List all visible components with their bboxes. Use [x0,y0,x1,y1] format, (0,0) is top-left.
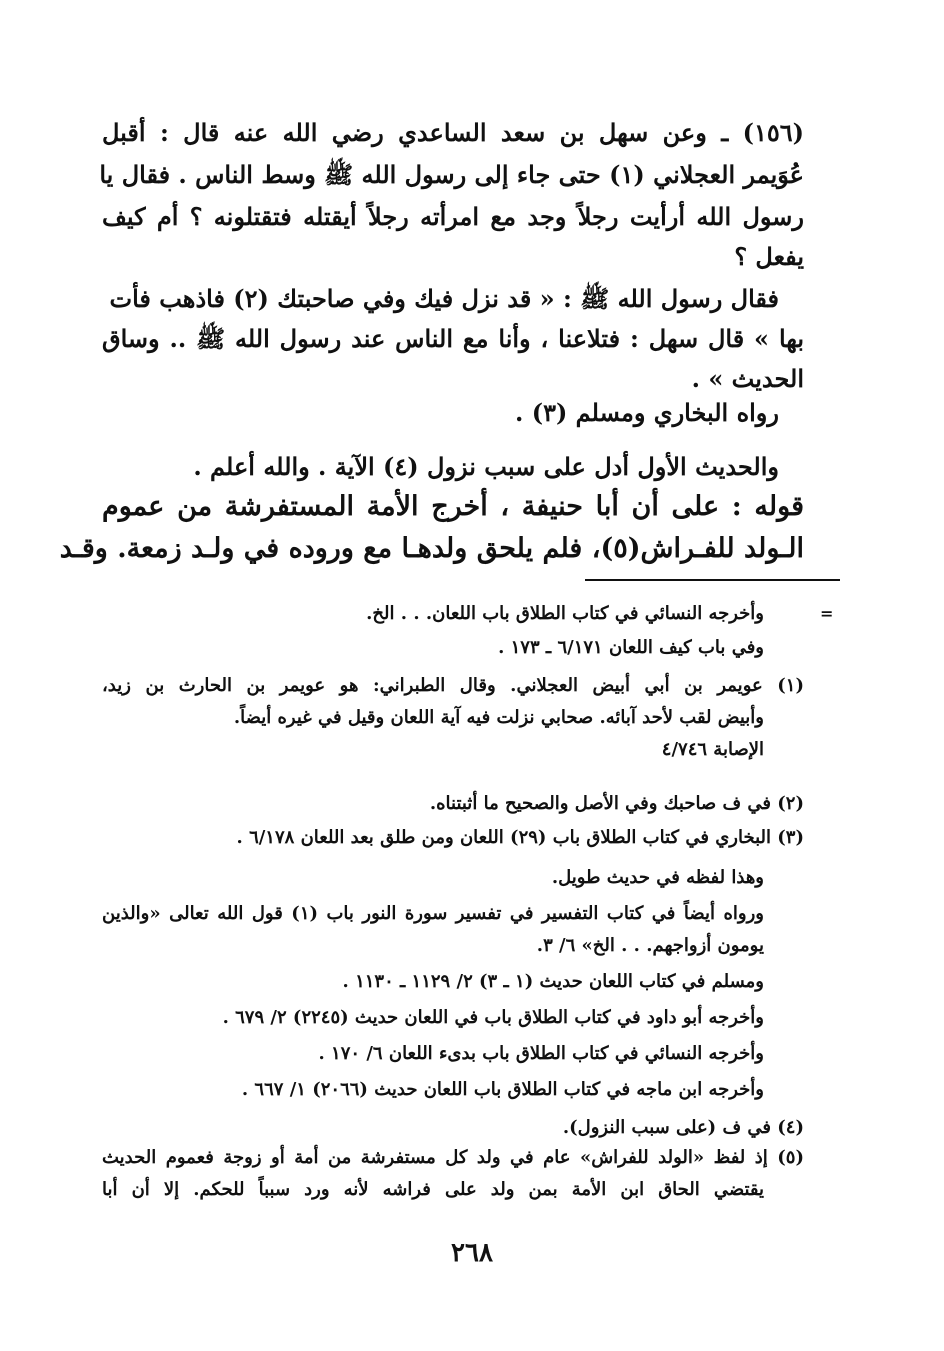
footnote-divider [585,579,840,581]
page-number: ٢٦٨ [451,1238,493,1268]
main-text-line: رسول الله أرأيت رجلاً وجد مع امرأته رجلاً أيقتله فتقتلونه ؟ أم كيف [102,202,804,231]
footnote-line: وأخرجه أبو داود في كتاب الطلاق باب في اللعان حديث (٢٢٤٥) ٢/ ٦٧٩ . [222,1007,764,1028]
narration-line: رواه البخاري ومسلم (٣) . [515,398,779,427]
footnote-line: وأخرجه النسائي في كتاب الطلاق باب اللعان. . . الخ. [366,603,764,624]
main-text-line: الحديث » . [691,364,804,393]
main-text-line: بها » قال سهل : فتلاعنا ، وأنا مع الناس عند رسول الله ﷺ .. وساق [102,324,804,353]
footnote-line: وأخرجه ابن ماجه في كتاب الطلاق باب اللعان حديث (٢٠٦٦) ١/ ٦٦٧ . [241,1079,764,1100]
footnote-line: ومسلم في كتاب اللعان حديث (١ ـ ٣) ٢/ ١١٢٩ ـ ١١٣٠ . [342,971,764,992]
footnote-line: وأخرجه النسائي في كتاب الطلاق باب بدىء اللعان ٦/ ١٧٠ . [318,1043,764,1064]
footnote-line: (٣) البخاري في كتاب الطلاق باب (٢٩) اللعان ومن طلق بعد اللعان ٦/١٧٨ . [236,827,804,848]
continuation-marker: = [820,604,834,623]
footnote-line: ورواه أيضاً في كتاب التفسير في تفسير سورة النور باب (١) قول الله تعالى «والذين [102,903,764,924]
commentary-line: قوله : على أن أبا حنيفة ، أخرج الأمة المستفرشة من عموم [102,491,804,522]
footnote-line: (٥) إذ لفظ «الولد للفراش» عام في ولد كل مستفرشة من أمة أو زوجة فعموم الحديث [102,1147,804,1168]
main-text-line: (١٥٦) ـ وعن سهل بن سعد الساعدي رضي الله عنه قال : أقبل [102,118,804,147]
main-text-line: فقال رسول الله ﷺ : « قد نزل فيك وفي صاحبتك (٢) فاذهب فأت [109,284,779,313]
footnote-line: يقتضي الحاق ابن الأمة بمن ولد على فراشه لأنه ورد سبباً للحكم. إلا أن أبا [102,1179,764,1200]
footnote-line: (١) عويمر بن أبي أبيض العجلاني. وقال الطبراني: هو عويمر بن الحارث بن زيد، [102,675,804,696]
footnote-line: وفي باب كيف اللعان ٦/١٧١ ـ ١٧٣ . [498,637,764,658]
footnote-line: وهذا لفظه في حديث طويل. [551,867,764,888]
footnote-line: الإصابة ٤/٧٤٦ [661,739,764,760]
main-text-line: والحديث الأول أدل على سبب نزول (٤) الآية . والله أعلم . [193,452,779,481]
main-text-line: يفعل ؟ [734,242,804,271]
footnote-line: وأبيض لقب لأحد آبائه. صحابي نزلت فيه آية اللعان وقيل في غيره أيضاً. [233,707,764,728]
commentary-line: الـولد للفـراش(٥)، فلم يلحق ولدهـا مع وروده في ولـد زمعة. وقـد [59,533,804,564]
footnote-line: (٢) في ف صاحبك وفي الأصل والصحيح ما أثبتناه. [429,793,804,814]
footnote-line: يومون أزواجهم. . . الخ» ٦/ ٣. [536,935,764,956]
main-text-line: عُوَيمر العجلاني (١) حتى جاء إلى رسول الله ﷺ وسط الناس . فقال يا [99,160,804,189]
footnote-line: (٤) في ف (على سبب النزول). [562,1117,804,1138]
